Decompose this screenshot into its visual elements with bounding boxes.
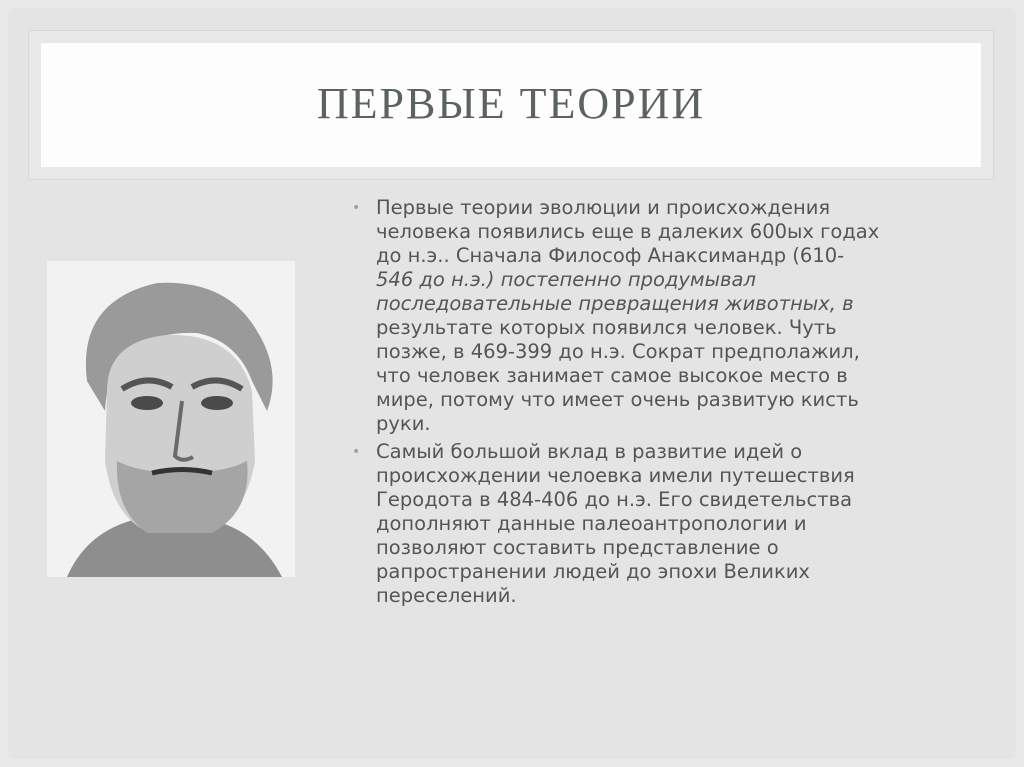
title-box bbox=[41, 43, 981, 167]
bullet-line: мире, потому что имеет очень развитую кисть bbox=[376, 388, 859, 411]
bullet-dot-icon: • bbox=[352, 200, 361, 216]
bullet-line: рапространении людей до эпохи Великих bbox=[376, 560, 810, 583]
bullet-line: руки. bbox=[376, 412, 431, 435]
bullet-list bbox=[346, 196, 966, 612]
slide bbox=[8, 8, 1016, 759]
bullet-line: результате которых появился человек. Чуть bbox=[376, 316, 837, 339]
bullet-item bbox=[346, 440, 966, 608]
bullet-line: Самый большой вклад в развитие идей о bbox=[376, 440, 803, 463]
bullet-line: что человек занимает самое высокое место в bbox=[376, 364, 848, 387]
bullet-line: Геродота в 484-406 до н.э. Его свидетельства bbox=[376, 488, 853, 511]
bullet-line: до н.э.. Сначала Философ Анаксимандр (610- bbox=[376, 244, 845, 267]
portrait-image bbox=[47, 261, 295, 577]
title-frame bbox=[28, 30, 994, 180]
slide-title: ПЕРВЫЕ ТЕОРИИ bbox=[316, 78, 706, 128]
bullet-line: последовательные превращения животных, в bbox=[376, 292, 854, 315]
bust-illustration bbox=[47, 261, 295, 577]
bullet-line: 546 до н.э.) постепенно продумывал bbox=[376, 268, 756, 291]
bullet-line: переселений. bbox=[376, 584, 517, 607]
bullet-line: позволяют составить представление о bbox=[376, 536, 779, 559]
bullet-line: дополняют данные палеоантропологии и bbox=[376, 512, 807, 535]
bullet-item bbox=[346, 196, 966, 436]
bullet-line: Первые теории эволюции и происхождения bbox=[376, 196, 831, 219]
bullet-dot-icon: • bbox=[352, 444, 361, 460]
bullet-line: позже, в 469-399 до н.э. Сократ предполажил, bbox=[376, 340, 860, 363]
bullet-line: происхождении челоевка имели путешествия bbox=[376, 464, 855, 487]
bullet-line: человека появились еще в далеких 600ых годах bbox=[376, 220, 880, 243]
